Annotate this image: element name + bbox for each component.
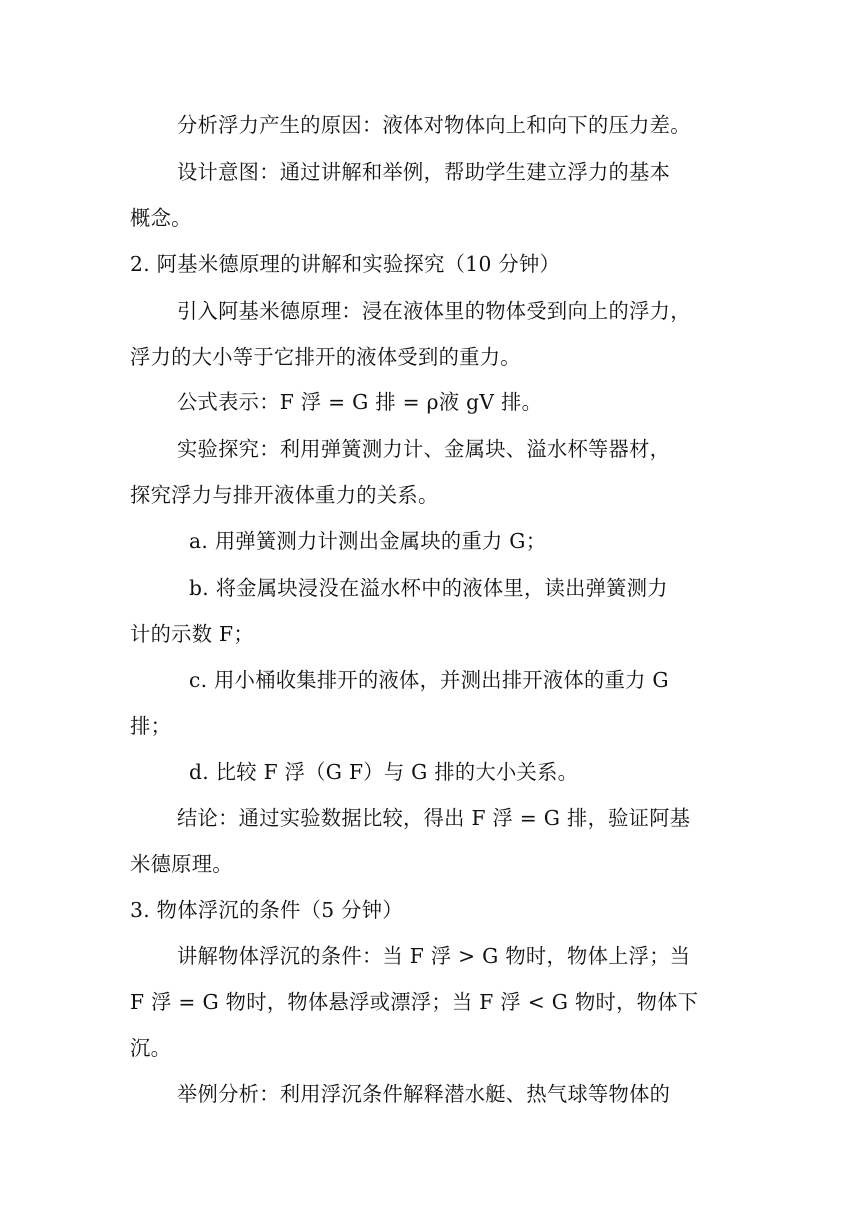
section-heading-archimedes: 2. 阿基米德原理的讲解和实验探究（10 分钟） — [130, 252, 561, 276]
paragraph-float-sink-conditions-cont: F 浮 = G 物时，物体悬浮或漂浮；当 F 浮 < G 物时，物体下 — [130, 990, 699, 1014]
section-heading-float-sink: 3. 物体浮沉的条件（5 分钟） — [130, 898, 403, 922]
paragraph-example-analysis: 举例分析：利用浮沉条件解释潜水艇、热气球等物体的 — [177, 1082, 671, 1106]
step-b-cont: 计的示数 F； — [130, 622, 254, 646]
paragraph-formula: 公式表示：F 浮 = G 排 = ρ液 gV 排。 — [177, 390, 543, 414]
paragraph-buoyancy-cause: 分析浮力产生的原因：液体对物体向上和向下的压力差。 — [177, 113, 691, 137]
step-c-cont: 排； — [130, 714, 172, 738]
step-a: a. 用弹簧测力计测出金属块的重力 G； — [189, 529, 547, 553]
paragraph-design-intent: 设计意图：通过讲解和举例，帮助学生建立浮力的基本 — [177, 160, 671, 184]
paragraph-experiment-cont: 探究浮力与排开液体重力的关系。 — [130, 483, 439, 507]
paragraph-experiment: 实验探究：利用弹簧测力计、金属块、溢水杯等器材， — [177, 437, 671, 461]
paragraph-conclusion: 结论：通过实验数据比较，得出 F 浮 = G 排，验证阿基 — [177, 806, 691, 830]
paragraph-float-sink-conditions-end: 沉。 — [130, 1036, 172, 1060]
paragraph-conclusion-cont: 米德原理。 — [130, 852, 233, 876]
paragraph-design-intent-cont: 概念。 — [130, 206, 192, 230]
paragraph-archimedes-intro-cont: 浮力的大小等于它排开的液体受到的重力。 — [130, 345, 521, 369]
paragraph-archimedes-intro: 引入阿基米德原理：浸在液体里的物体受到向上的浮力， — [177, 299, 691, 323]
paragraph-float-sink-conditions: 讲解物体浮沉的条件：当 F 浮 > G 物时，物体上浮；当 — [177, 944, 691, 968]
step-c: c. 用小桶收集排开的液体，并测出排开液体的重力 G — [189, 668, 669, 692]
step-b: b. 将金属块浸没在溢水杯中的液体里，读出弹簧测力 — [189, 576, 668, 600]
step-d: d. 比较 F 浮（G F）与 G 排的大小关系。 — [189, 760, 579, 784]
